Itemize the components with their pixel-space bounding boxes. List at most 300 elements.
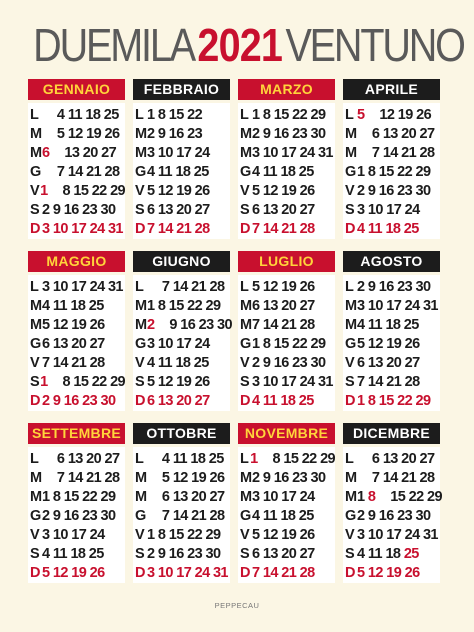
weekday-label: M [30, 144, 43, 161]
month-days [28, 447, 125, 583]
week-row [28, 277, 125, 296]
weekday-label: V [30, 354, 40, 371]
day-numbers: 6 13 20 27 [252, 545, 315, 562]
day-numbers: 3 10 17 24 [147, 144, 210, 161]
day-numbers: 7 14 21 28 [357, 373, 420, 390]
weekday-label: G [345, 507, 357, 524]
day-numbers: 5 12 19 26 [357, 564, 420, 581]
week-row [133, 277, 230, 296]
day-numbers: 4 11 18 25 [252, 163, 314, 180]
day-numbers: 4 11 18 25 [357, 545, 419, 562]
credit: PEPPECAU [214, 601, 260, 610]
month-header: GIUGNO [133, 251, 230, 272]
week-row [133, 181, 230, 200]
day-numbers: 7 14 21 28 [252, 316, 315, 333]
day-numbers: 1 8 15 22 29 [42, 488, 116, 505]
day-numbers: 3 10 17 24 [357, 201, 420, 218]
week-row [28, 372, 125, 391]
month-marzo [238, 79, 335, 239]
week-row [343, 200, 440, 219]
week-row [238, 296, 335, 315]
day-numbers: 6 13 20 27 [357, 125, 435, 142]
weekday-label: M [30, 488, 43, 505]
day-numbers: 5 12 19 26 [357, 335, 420, 352]
weekday-label: V [30, 526, 40, 543]
day-numbers: 2 9 16 23 30 [42, 507, 116, 524]
weekday-label: L [135, 106, 144, 123]
weekday-label: D [345, 220, 356, 237]
weekday-label: M [135, 469, 148, 486]
week-row [133, 334, 230, 353]
day-numbers: 2 9 16 23 30 [357, 278, 431, 295]
month-dicembre [343, 423, 440, 583]
weekday-label: V [135, 526, 145, 543]
holiday-day: 8 [367, 488, 376, 505]
holiday-day: 25 [403, 545, 419, 562]
day-numbers: 7 14 21 28 [147, 507, 225, 524]
month-aprile [343, 79, 440, 239]
month-days [28, 103, 125, 239]
month-header: FEBBRAIO [133, 79, 230, 100]
day-numbers: 3 10 17 24 31 [252, 373, 333, 390]
day-numbers: 2 9 16 23 30 [252, 354, 326, 371]
week-row [343, 181, 440, 200]
day-numbers: 6 13 20 27 [252, 297, 315, 314]
week-row [238, 487, 335, 506]
week-row [343, 143, 440, 162]
day-numbers: 1 8 15 22 29 [40, 373, 125, 390]
week-row [28, 487, 125, 506]
weekday-label: D [30, 220, 41, 237]
month-days [133, 275, 230, 411]
day-numbers: 3 10 17 24 31 [252, 144, 333, 161]
weekday-label: V [240, 354, 250, 371]
week-row [28, 181, 125, 200]
weekday-label: L [30, 106, 39, 123]
weekday-label: V [345, 182, 355, 199]
week-row [133, 544, 230, 563]
week-row [133, 105, 230, 124]
week-row [238, 391, 335, 410]
weekday-label: V [135, 182, 145, 199]
day-numbers: 2 9 16 23 30 [252, 125, 326, 142]
week-row [343, 563, 440, 582]
week-row [238, 200, 335, 219]
week-row [133, 525, 230, 544]
month-days [343, 275, 440, 411]
weekday-label: G [240, 507, 252, 524]
holiday-day: 2 [147, 316, 155, 333]
weekday-label: D [240, 220, 251, 237]
weekday-label: M [345, 144, 358, 161]
week-row [133, 506, 230, 525]
day-numbers: 1 8 15 22 29 [357, 163, 431, 180]
weekday-label: M [345, 488, 358, 505]
month-header: SETTEMBRE [28, 423, 125, 444]
month-novembre [238, 423, 335, 583]
weekday-label: L [345, 278, 354, 295]
weekday-label: S [135, 201, 145, 218]
week-row [238, 506, 335, 525]
month-header: GENNAIO [28, 79, 125, 100]
title-year: 2021 [197, 19, 283, 71]
holiday-day: 5 [357, 106, 365, 123]
day-numbers: 1 8 15 22 29 [252, 106, 326, 123]
weekday-label: S [135, 545, 145, 562]
week-row [28, 334, 125, 353]
month-header: MAGGIO [28, 251, 125, 272]
weekday-label: S [345, 373, 355, 390]
week-row [238, 277, 335, 296]
week-row [343, 219, 440, 238]
weekday-label: M [345, 469, 358, 486]
weekday-label: S [240, 201, 250, 218]
weekday-label: S [30, 373, 40, 390]
month-days [133, 447, 230, 583]
weekday-label: S [240, 545, 250, 562]
day-numbers: 5 12 19 26 [42, 316, 105, 333]
week-row [28, 353, 125, 372]
day-numbers: 4 11 18 25 [42, 297, 104, 314]
weekday-label: S [345, 201, 355, 218]
weekday-label: L [135, 278, 144, 295]
holiday-day: 6 [42, 144, 50, 161]
day-numbers: 5 12 19 26 [252, 182, 315, 199]
week-row [28, 449, 125, 468]
weekday-label: M [240, 297, 253, 314]
day-numbers: 3 10 17 24 [147, 335, 210, 352]
day-numbers: 1 8 15 22 [147, 106, 203, 123]
day-numbers: 7 14 21 28 [147, 220, 210, 237]
day-numbers: 6 13 20 27 [147, 392, 210, 409]
week-row [133, 219, 230, 238]
week-row [343, 391, 440, 410]
day-numbers: 4 11 18 25 [252, 507, 314, 524]
month-days [238, 275, 335, 411]
day-numbers: 7 14 21 28 [42, 469, 120, 486]
weekday-label: D [30, 392, 41, 409]
week-row [343, 525, 440, 544]
day-numbers: 6 13 20 27 [42, 450, 120, 467]
month-ottobre [133, 423, 230, 583]
month-header: APRILE [343, 79, 440, 100]
week-row [28, 200, 125, 219]
day-numbers: 7 14 21 28 [42, 354, 105, 371]
day-numbers: 3 10 17 24 31 [357, 526, 438, 543]
weekday-label: M [240, 488, 253, 505]
week-row [28, 105, 125, 124]
month-settembre [28, 423, 125, 583]
week-row [343, 506, 440, 525]
weekday-label: M [30, 125, 43, 142]
week-row [133, 449, 230, 468]
week-row [238, 449, 335, 468]
day-numbers: 3 10 17 24 31 [42, 220, 123, 237]
day-numbers: 2 9 16 23 30 [357, 507, 431, 524]
weekday-label: M [345, 316, 358, 333]
week-row [28, 544, 125, 563]
week-row [133, 563, 230, 582]
week-row [133, 162, 230, 181]
week-row [133, 391, 230, 410]
day-numbers: 3 10 17 24 31 [147, 564, 228, 581]
day-numbers: 2 9 16 23 30 [42, 201, 116, 218]
day-numbers: 3 10 17 24 [252, 488, 315, 505]
week-row [238, 334, 335, 353]
month-febbraio [133, 79, 230, 239]
week-row [343, 372, 440, 391]
week-row [343, 162, 440, 181]
week-row [238, 219, 335, 238]
holiday-day: 1 [250, 450, 258, 467]
weekday-label: M [135, 316, 148, 333]
week-row [133, 315, 230, 334]
weekday-label: M [135, 144, 148, 161]
weekday-label: D [345, 392, 356, 409]
day-numbers: 6 13 20 27 [147, 201, 210, 218]
day-numbers: 2 9 16 23 30 [252, 469, 326, 486]
day-numbers: 4 11 18 25 [252, 392, 314, 409]
week-row [28, 162, 125, 181]
week-row [343, 544, 440, 563]
day-numbers: 6 13 20 27 [357, 354, 420, 371]
week-row [238, 124, 335, 143]
weekday-label: G [135, 163, 147, 180]
week-row [343, 105, 440, 124]
month-gennaio [28, 79, 125, 239]
week-row [28, 468, 125, 487]
month-maggio [28, 251, 125, 411]
day-numbers: 3 10 17 24 31 [357, 297, 438, 314]
week-row [133, 487, 230, 506]
week-row [28, 315, 125, 334]
weekday-label: D [135, 220, 146, 237]
holiday-day: 1 [40, 373, 48, 390]
month-luglio [238, 251, 335, 411]
weekday-label: L [30, 278, 39, 295]
day-numbers: 5 12 19 26 [42, 125, 120, 142]
weekday-label: G [30, 335, 42, 352]
weekday-label: V [240, 526, 250, 543]
week-row [343, 449, 440, 468]
day-numbers: 4 11 18 25 [42, 106, 119, 123]
month-giugno [133, 251, 230, 411]
weekday-label: M [135, 488, 148, 505]
weekday-label: S [240, 373, 250, 390]
week-row [238, 181, 335, 200]
weekday-label: G [30, 163, 42, 180]
week-row [28, 296, 125, 315]
weekday-label: M [30, 297, 43, 314]
weekday-label: G [240, 335, 252, 352]
day-numbers: 5 12 19 26 [42, 564, 105, 581]
month-days [343, 103, 440, 239]
week-row [343, 468, 440, 487]
week-row [133, 124, 230, 143]
weekday-label: G [135, 507, 147, 524]
month-days [28, 275, 125, 411]
day-numbers: 5 12 19 26 [147, 182, 210, 199]
weekday-label: V [345, 526, 355, 543]
day-numbers: 2 9 16 23 30 [357, 182, 431, 199]
day-numbers: 7 14 21 28 [357, 469, 435, 486]
day-numbers: 5 12 19 26 [357, 106, 432, 123]
weekday-label: M [345, 297, 358, 314]
weekday-label: S [345, 545, 355, 562]
weekday-label: G [240, 163, 252, 180]
day-numbers: 6 13 20 27 [42, 144, 117, 161]
day-numbers: 2 9 16 23 30 [147, 545, 221, 562]
weekday-label: M [240, 469, 253, 486]
day-numbers: 1 8 15 22 29 [147, 297, 221, 314]
weekday-label: L [240, 450, 249, 467]
day-numbers: 3 10 17 24 31 [42, 278, 123, 295]
month-days [343, 447, 440, 583]
week-row [238, 544, 335, 563]
weekday-label: G [345, 335, 357, 352]
weekday-label: M [345, 125, 358, 142]
weekday-label: M [240, 316, 253, 333]
day-numbers: 5 12 19 26 [147, 469, 225, 486]
month-header: DICEMBRE [343, 423, 440, 444]
week-row [133, 372, 230, 391]
week-row [238, 105, 335, 124]
weekday-label: D [135, 564, 146, 581]
day-numbers: 4 11 18 25 [147, 450, 224, 467]
title-right: VENTUNO [285, 19, 464, 71]
week-row [238, 525, 335, 544]
weekday-label: G [345, 163, 357, 180]
day-numbers: 6 13 20 27 [252, 201, 315, 218]
weekday-label: V [345, 354, 355, 371]
weekday-label: D [135, 392, 146, 409]
weekday-label: G [30, 507, 42, 524]
weekday-label: L [240, 106, 249, 123]
week-row [28, 391, 125, 410]
day-numbers: 7 14 21 28 [252, 564, 315, 581]
weekday-label: M [135, 297, 148, 314]
weekday-label: L [240, 278, 249, 295]
day-numbers: 6 13 20 27 [357, 450, 435, 467]
day-numbers: 5 12 19 26 [252, 278, 315, 295]
week-row [133, 296, 230, 315]
week-row [28, 525, 125, 544]
week-row [238, 468, 335, 487]
week-row [133, 353, 230, 372]
calendar-title [33, 18, 464, 72]
day-numbers: 4 11 18 25 [357, 220, 419, 237]
weekday-label: D [240, 392, 251, 409]
week-row [238, 372, 335, 391]
weekday-label: S [135, 373, 145, 390]
day-numbers: 7 14 21 28 [147, 278, 225, 295]
day-numbers: 7 14 21 28 [357, 144, 435, 161]
week-row [28, 124, 125, 143]
week-row [133, 468, 230, 487]
day-numbers: 3 10 17 24 [42, 526, 105, 543]
day-numbers: 2 9 16 23 30 [42, 392, 116, 409]
months-grid [28, 79, 440, 583]
day-numbers: 6 13 20 27 [42, 335, 105, 352]
weekday-label: D [30, 564, 41, 581]
weekday-label: M [240, 125, 253, 142]
month-header: NOVEMBRE [238, 423, 335, 444]
day-numbers: 6 13 20 27 [147, 488, 225, 505]
week-row [343, 277, 440, 296]
day-numbers: 4 11 18 25 [147, 354, 209, 371]
weekday-label: L [345, 450, 354, 467]
month-header: AGOSTO [343, 251, 440, 272]
day-numbers: 1 8 15 22 29 [250, 450, 335, 467]
weekday-label: V [30, 182, 40, 199]
holiday-day: 1 [40, 182, 48, 199]
day-numbers: 1 8 15 22 29 [357, 488, 442, 505]
day-numbers: 2 9 16 23 [147, 125, 203, 142]
week-row [343, 353, 440, 372]
week-row [343, 334, 440, 353]
week-row [133, 200, 230, 219]
day-numbers: 5 12 19 26 [147, 373, 210, 390]
day-numbers: 1 8 15 22 29 [147, 526, 221, 543]
weekday-label: D [345, 564, 356, 581]
weekday-label: S [30, 201, 40, 218]
weekday-label: V [135, 354, 145, 371]
month-header: MARZO [238, 79, 335, 100]
day-numbers: 4 11 18 25 [42, 545, 104, 562]
week-row [28, 219, 125, 238]
weekday-label: L [30, 450, 39, 467]
month-header: OTTOBRE [133, 423, 230, 444]
weekday-label: M [30, 316, 43, 333]
weekday-label: D [240, 564, 251, 581]
day-numbers: 5 12 19 26 [252, 526, 315, 543]
week-row [28, 563, 125, 582]
day-numbers: 2 9 16 23 30 [147, 316, 232, 333]
title-left: DUEMILA [33, 19, 194, 71]
day-numbers: 1 8 15 22 29 [252, 335, 326, 352]
weekday-label: L [135, 450, 144, 467]
weekday-label: M [135, 125, 148, 142]
week-row [238, 353, 335, 372]
month-days [238, 447, 335, 583]
day-numbers: 4 11 18 25 [357, 316, 419, 333]
week-row [238, 315, 335, 334]
weekday-label: G [135, 335, 147, 352]
weekday-label: V [240, 182, 250, 199]
week-row [238, 162, 335, 181]
week-row [238, 143, 335, 162]
week-row [28, 143, 125, 162]
day-numbers: 1 8 15 22 29 [357, 392, 431, 409]
week-row [28, 506, 125, 525]
week-row [238, 563, 335, 582]
week-row [343, 487, 440, 506]
month-agosto [343, 251, 440, 411]
weekday-label: S [30, 545, 40, 562]
day-numbers: 7 14 21 28 [252, 220, 315, 237]
day-numbers: 7 14 21 28 [42, 163, 120, 180]
month-days [238, 103, 335, 239]
week-row [343, 296, 440, 315]
month-days [133, 103, 230, 239]
week-row [343, 315, 440, 334]
week-row [343, 124, 440, 143]
month-header: LUGLIO [238, 251, 335, 272]
weekday-label: L [345, 106, 354, 123]
day-numbers: 1 8 15 22 29 [40, 182, 125, 199]
weekday-label: M [30, 469, 43, 486]
weekday-label: M [240, 144, 253, 161]
